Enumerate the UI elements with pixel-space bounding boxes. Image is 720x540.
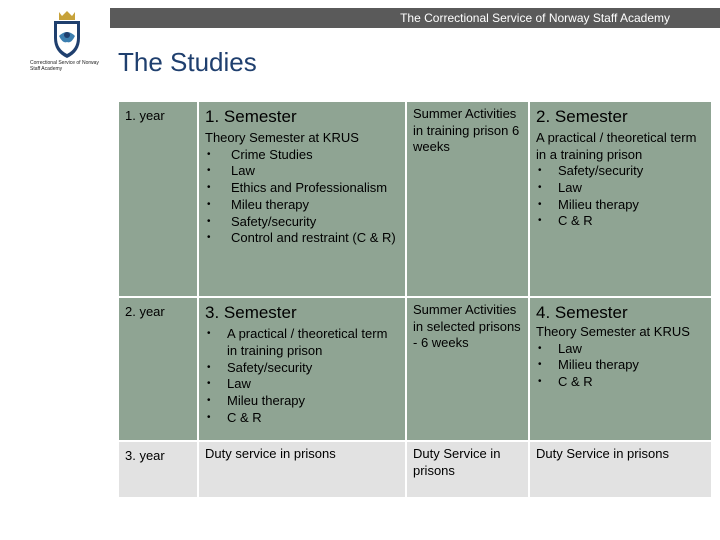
semester-cell [198, 101, 406, 297]
course-list [205, 147, 399, 248]
list-item: • Safety/security [205, 360, 399, 377]
semester-subtitle: A practical / theoretical term in a training prison [536, 130, 697, 162]
table-row [118, 101, 712, 297]
list-item: • Crime Studies [205, 147, 399, 164]
semester-heading: 4. Semester [536, 303, 628, 322]
list-item: • C & R [205, 410, 399, 427]
year-label: 3. year [125, 448, 165, 463]
list-item: • Law [536, 341, 705, 358]
duty-text: Duty Service in prisons [536, 446, 669, 461]
semester-heading: 3. Semester [205, 303, 297, 322]
list-item: • Safety/security [205, 214, 399, 231]
list-item: • C & R [536, 374, 705, 391]
year-label: 2. year [125, 304, 165, 319]
course-list [205, 326, 399, 427]
list-item: • Control and restraint (C & R) [205, 230, 399, 247]
crest-icon [26, 8, 108, 60]
list-item: • Mileu therapy [205, 197, 399, 214]
duty-cell [198, 441, 406, 498]
semester-subtitle: Theory Semester at KRUS [536, 324, 690, 339]
summer-text: Summer Activities in training prison 6 weeks [413, 106, 520, 154]
list-item: • Milieu therapy [536, 357, 705, 374]
list-item: • Law [536, 180, 705, 197]
list-item: • Mileu therapy [205, 393, 399, 410]
list-item: • Safety/security [536, 163, 705, 180]
year-cell [118, 101, 198, 297]
semester-heading: 1. Semester [205, 107, 297, 126]
page-title: The Studies [118, 47, 257, 77]
semester-cell [198, 297, 406, 441]
course-list [536, 341, 705, 391]
table-row [118, 297, 712, 441]
list-item: • Milieu therapy [536, 197, 705, 214]
header-bar [110, 8, 720, 28]
table-row [118, 441, 712, 498]
logo [26, 8, 108, 80]
list-item: • C & R [536, 213, 705, 230]
year-label: 1. year [125, 108, 165, 123]
logo-text: Correctional Service of Norway Staff Academy [30, 60, 99, 72]
list-item: • Law [205, 376, 399, 393]
semester-heading: 2. Semester [536, 107, 628, 126]
duty-text: Duty Service in prisons [413, 446, 501, 478]
org-name: The Correctional Service of Norway Staff Academy [400, 11, 670, 25]
list-item: • Ethics and Professionalism [205, 180, 399, 197]
list-item: • Law [205, 163, 399, 180]
course-list [536, 163, 705, 230]
year-cell [118, 441, 198, 498]
duty-cell [529, 441, 712, 498]
duty-cell [406, 441, 529, 498]
semester-cell [529, 297, 712, 441]
duty-text: Duty service in prisons [205, 446, 336, 461]
summer-text: Summer Activities in selected prisons - 6 weeks [413, 302, 521, 350]
list-item: • A practical / theoretical term in training prison [205, 326, 399, 360]
year-cell [118, 297, 198, 441]
semester-cell [529, 101, 712, 297]
studies-table [117, 100, 713, 499]
summer-cell [406, 297, 529, 441]
summer-cell [406, 101, 529, 297]
semester-subtitle: Theory Semester at KRUS [205, 130, 359, 145]
